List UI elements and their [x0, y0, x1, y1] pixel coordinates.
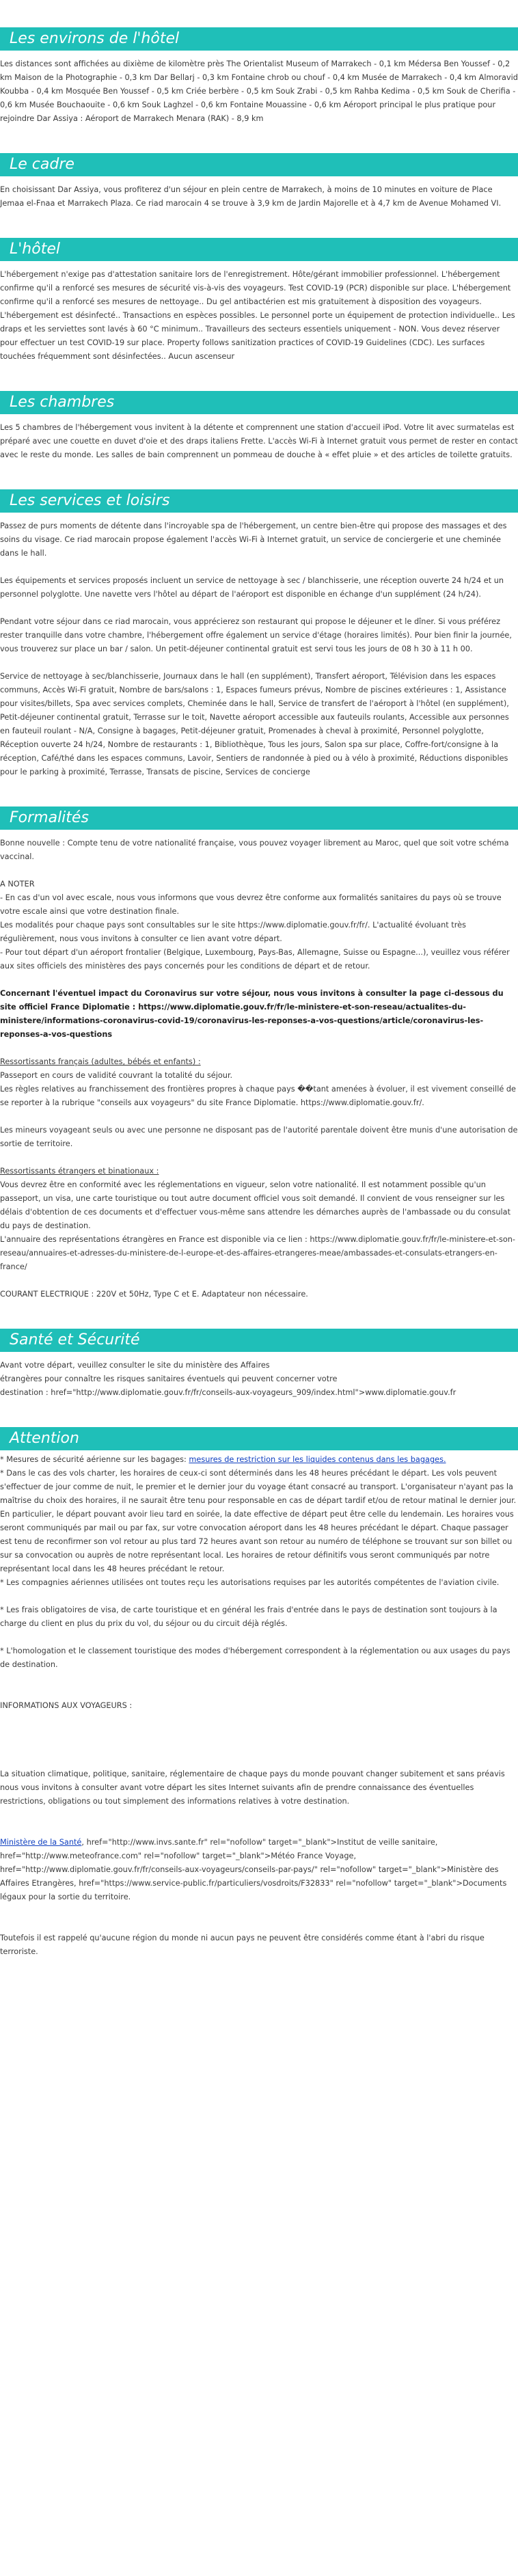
section-title-cadre: Le cadre	[0, 153, 518, 176]
useful-links	[0, 1836, 518, 1904]
formalites-intro: Bonne nouvelle : Compte tenu de votre nationalité française, vous pouvez voyager librement au Maroc, quel que soit votre schéma vaccinal.	[0, 839, 509, 861]
terrorism-notice: Toutefois il est rappelé qu'aucune région du monde ni aucun pays ne peuvent être considérés comme étant à l'abri du risque terroriste.	[0, 1934, 485, 1956]
foreign-nationals-heading: Ressortissants étrangers et binationaux :	[0, 1167, 159, 1176]
info-text: La situation climatique, politique, sanitaire, réglementaire de chaque pays du monde pouvant changer subitement et sans préavis	[0, 1770, 505, 1778]
services-paragraph: Pendant votre séjour dans ce riad marocain, vous apprécierez son restaurant qui propose le déjeuner et le dîner. Si vous préférez rester tranquille dans votre chambre, l'hébergement offre également un service d'étage (horaires limités). Pour bien finir la journée, vous trouverez sur place un bar / salon. Un petit-déjeuner continental gratuit est servi tous les jours de 08 h 30 à 11 h 00.	[0, 617, 512, 653]
french-nationals-text: Passeport en cours de validité couvrant la totalité du séjour.	[0, 1071, 233, 1080]
airlines-text: * Les compagnies aériennes utilisées ont toutes reçu les autorisations requises par les autorités compétentes de l'aviation civile.	[0, 1578, 500, 1587]
electric-info: COURANT ELECTRIQUE : 220V et 50Hz, Type C et E. Adaptateur non nécessaire.	[0, 1290, 308, 1299]
section-environs	[0, 51, 518, 126]
covid-notice	[0, 987, 518, 1042]
chambres-text: Les 5 chambres de l'hébergement vous invitent à la détente et comprennent une station d'accueil iPod. Votre lit avec surmatelas est préparé avec une couette en duvet d'oie et des draps italiens Frette. L'accès Wi-Fi à Internet gratuit vous permet de rester en contact avec le reste du monde. Les salles de bain comprennent un pommeau de douche à « effet pluie » et des articles de toilette gratuits.	[0, 423, 518, 459]
section-services	[0, 513, 518, 779]
section-title-services: Les services et loisirs	[0, 489, 518, 513]
section-cadre	[0, 176, 518, 211]
classification-text: * L'homologation et le classement touristique des modes d'hébergement correspondent à la réglementation ou aux usages du pays de destination.	[0, 1646, 510, 1669]
hotel-text: L'hébergement n'exige pas d'attestation sanitaire lors de l'enregistrement. Hôte/gérant immobilier professionnel. L'hébergement confirme qu'il a renforcé ses mesures de sécurité vis-à-vis des voyageurs. Test COVID-19 (PCR) disponible sur place. L'hébergement confirme qu'il a renforcé ses mesures de nettoyage.. Du gel antibactérien est mis gratuitement à disposition des voyageurs. L'hébergement est désinfecté.. Transactions en espèces possibles. Le personnel porte un équipement de protection individuelle.. Les draps et les serviettes sont lavés à 60 °C minimum.. Travailleurs des secteurs essentiels uniquement - NON. Vous devez réserver pour effectuer un test COVID-19 sur place. Property follows sanitization practices of COVID-19 Guidelines (CDC). Les surfaces touchées fréquemment sont désinfectées.. Aucun ascenseur	[0, 270, 515, 361]
sante-text: destination : href="http://www.diplomatie.gouv.fr/fr/conseils-aux-voyageurs_909/index.html">www.diplomatie.gouv.fr	[0, 1388, 456, 1397]
sante-text: Avant votre départ, veuillez consulter le site du ministère des Affaires	[0, 1361, 270, 1370]
security-measure-prefix: * Mesures de sécurité aérienne sur les bagages:	[0, 1455, 189, 1464]
page	[0, 27, 518, 1959]
section-sante	[0, 1352, 518, 1400]
environs-text: Les distances sont affichées au dixième de kilomètre près The Orientalist Museum of Marrakech - 0,1 km Médersa Ben Youssef - 0,2 km Maison de la Photographie - 0,3 km Dar Bellarj - 0,3 km Fontaine chrob ou chouf - 0,4 km Musée de Marrakech - 0,4 km Almoravid Koubba - 0,4 km Mosquée Ben Youssef - 0,5 km Criée berbère - 0,5 km Souk Zrabi - 0,5 km Rahba Kedima - 0,5 km Souk de Cherifia - 0,6 km Musée Bouchaouite - 0,6 km Souk Laghzel - 0,6 km Fontaine Mouassine - 0,6 km Aéroport principal le plus pratique pour rejoindre Dar Assiya : Aéroport de Marrakech Menara (RAK) - 8,9 km	[0, 59, 518, 123]
useful-links-rest: , href="http://www.invs.sante.fr" rel="nofollow" target="_blank">Institut de veille sanitaire, href="http://www.meteofrance.com" rel="nofollow" target="_blank">Météo France Voyage, href="http://www.diplomatie.gouv.fr/fr/conseils-aux-voyageurs/conseils-par-pays/" rel="nofollow" target="_blank">Ministère des Affaires Etrangères, href="https://www.service-public.fr/particuliers/vosdroits/F32833" rel="nofollow" target="_blank">Documents légaux pour la sortie du territoire.	[0, 1838, 507, 1901]
section-title-sante: Santé et Sécurité	[0, 1329, 518, 1352]
note-item: - Pour tout départ d'un aéroport frontalier (Belgique, Luxembourg, Pays-Bas, Allemagne, Suisse ou Espagne...), veuillez vous référer aux sites officiels des ministères des pays concernés pour les conditions de départ et de retour.	[0, 948, 510, 971]
section-formalites	[0, 830, 518, 1301]
liquids-restriction-link[interactable]: mesures de restriction sur les liquides contenus dans les bagages.	[189, 1455, 446, 1464]
foreign-nationals-text: Vous devrez être en conformité avec les réglementations en vigueur, selon votre nationalité. Il est notamment possible qu'un passeport, un visa, une carte touristique ou tout autre document officiel vous soit demandé. Il convient de vous renseigner sur les délais d'obtention de ces documents et d'effectuer vous-même sans attendre les démarches auprès de l'ambassade ou du consulat du pays de destination.	[0, 1180, 511, 1230]
section-title-chambres: Les chambres	[0, 391, 518, 414]
note-item: - En cas d'un vol avec escale, nous vous informons que vous devrez être conforme aux formalités sanitaires du pays où se trouve votre escale ainsi que votre destination finale.	[0, 893, 502, 916]
services-paragraph: Les équipements et services proposés incluent un service de nettoyage à sec / blanchisserie, une réception ouverte 24 h/24 et un personnel polyglotte. Une navette vers l'hôtel au départ de l'aéroport est disponible en échange d'un supplément (24 h/24).	[0, 576, 504, 599]
note-item: Les modalités pour chaque pays sont consultables sur le site https://www.diplomatie.gouv.fr/fr/. L'actualité évoluant très régulièrement, nous vous invitons à consulter ce lien avant votre départ.	[0, 921, 466, 943]
info-label: INFORMATIONS AUX VOYAGEURS :	[0, 1701, 133, 1710]
charter-flights-text: * Dans le cas des vols charter, les horaires de ceux-ci sont déterminés dans les 48 heures précédant le départ. Les vols peuvent s'effectuer de jour comme de nuit, le premier et le dernier jour du voyage étant consacré au transport. L'organisateur n'ayant pas la maîtrise du choix des horaires, il ne saurait être tenu pour responsable en cas de départ tardif et/ou de retour matinal le dernier jour. En particulier, le départ pouvant avoir lieu tard en soirée, la date effective de départ peut être celle du lendemain. Les horaires vous seront communiqués par mail ou par fax, sur votre convocation aéroport dans les 48 heures précédant le départ. Chaque passager est tenu de reconfirmer son vol retour au plus tard 72 heures avant son retour au numéro de téléphone se trouvant sur son billet ou sur sa convocation ou auprès de notre représentant local. Les horaires de retour définitifs vous seront communiqués par notre représentant local dans les 48 heures précédant le retour.	[0, 1469, 517, 1573]
note-label: A NOTER	[0, 880, 35, 889]
section-title-formalites: Formalités	[0, 806, 518, 830]
foreign-nationals-text: L'annuaire des représentations étrangères en France est disponible via ce lien : https://www.diplomatie.gouv.fr/fr/le-ministere-et-son-reseau/annuaires-et-adresses-du-ministere-de-l-europe-et-des-affaires-etrangeres-meae/ambassades-et-consulats-etrangers-en-france/	[0, 1235, 515, 1271]
section-attention	[0, 1450, 518, 1959]
services-paragraph: Passez de purs moments de détente dans l'incroyable spa de l'hébergement, un centre bien-être qui propose des massages et des soins du visage. Ce riad marocain propose également l'accès Wi-Fi à Internet gratuit, un service de conciergerie et une cheminée dans le hall.	[0, 521, 507, 558]
minors-text: Les mineurs voyageant seuls ou avec une personne ne disposant pas de l'autorité parentale doivent être munis d'une autorisation de sortie de territoire.	[0, 1126, 518, 1148]
services-amenities-list: Service de nettoyage à sec/blanchisserie, Journaux dans le hall (en supplément), Transfert aéroport, Télévision dans les espaces communs, Accès Wi-Fi gratuit, Nombre de bars/salons : 1, Espaces fumeurs prévus, Nombre de piscines extérieures : 1, Assistance pour visites/billets, Spa avec services complets, Cheminée dans le hall, Service de transfert de l'aéroport à l'hôtel (en supplément), Petit-déjeuner continental gratuit, Terrasse sur le toit, Navette aéroport accessible aux fauteuils roulants, Accessible aux personnes en fauteuil roulant - N/A, Consigne à bagages, Petit-déjeuner gratuit, Promenades à cheval à proximité, Personnel polyglotte, Réception ouverte 24 h/24, Nombre de restaurants : 1, Bibliothèque, Tous les jours, Salon spa sur place, Coffre-fort/consigne à la réception, Café/thé dans les espaces communs, Lavoir, Sentiers de randonnée à pied ou à vélo à proximité, Réductions disponibles pour le parking à proximité, Terrasse, Transats de piscine, Services de concierge	[0, 672, 509, 776]
section-chambres	[0, 414, 518, 462]
cadre-text: En choisissant Dar Assiya, vous profiterez d'un séjour en plein centre de Marrakech, à moins de 10 minutes en voiture de Place Jemaa el-Fnaa et Marrakech Plaza. Ce riad marocain 4 se trouve à 3,9 km de Jardin Majorelle et à 4,7 km de Avenue Mohamed VI.	[0, 185, 502, 208]
ministere-sante-link[interactable]: Ministère de la Santé	[0, 1838, 82, 1847]
french-nationals-text: Les règles relatives au franchissement des frontières propres à chaque pays ��tant amenées à évoluer, il est vivement conseillé de se reporter à la rubrique "conseils aux voyageurs" du site France Diplomatie. https://www.diplomatie.gouv.fr/.	[0, 1085, 516, 1107]
section-hotel	[0, 261, 518, 364]
visa-fees-text: * Les frais obligatoires de visa, de carte touristique et en général les frais d'entrée dans le pays de destination sont toujours à la charge du client en plus du prix du vol, du séjour ou du circuit déjà réglés.	[0, 1605, 497, 1628]
french-nationals-heading: Ressortissants français (adultes, bébés et enfants) :	[0, 1057, 201, 1066]
covid-notice-text: Concernant l'éventuel impact du Coronavirus sur votre séjour, nous vous invitons à consulter la page ci-dessous du site officiel France Diplomatie : https://www.diplomatie.gouv.fr/fr/le-ministere-et-son-reseau/actualites-du-ministere/informations-coronavirus-covid-19/coronavirus-les-reponses-a-vos-questions/article/coronavirus-les-reponses-a-vos-questions	[0, 989, 504, 1039]
info-text: nous vous invitons à consulter avant votre départ les sites Internet suivants afin de prendre connaissance des éventuelles restrictions, obligations ou tout simplement des informations relatives à votre destination.	[0, 1783, 474, 1806]
sante-text: étrangères pour connaître les risques sanitaires éventuels qui peuvent concerner votre	[0, 1374, 338, 1383]
section-title-hotel: L'hôtel	[0, 238, 518, 261]
section-title-environs: Les environs de l'hôtel	[0, 27, 518, 51]
section-title-attention: Attention	[0, 1427, 518, 1450]
security-measure	[0, 1453, 518, 1467]
